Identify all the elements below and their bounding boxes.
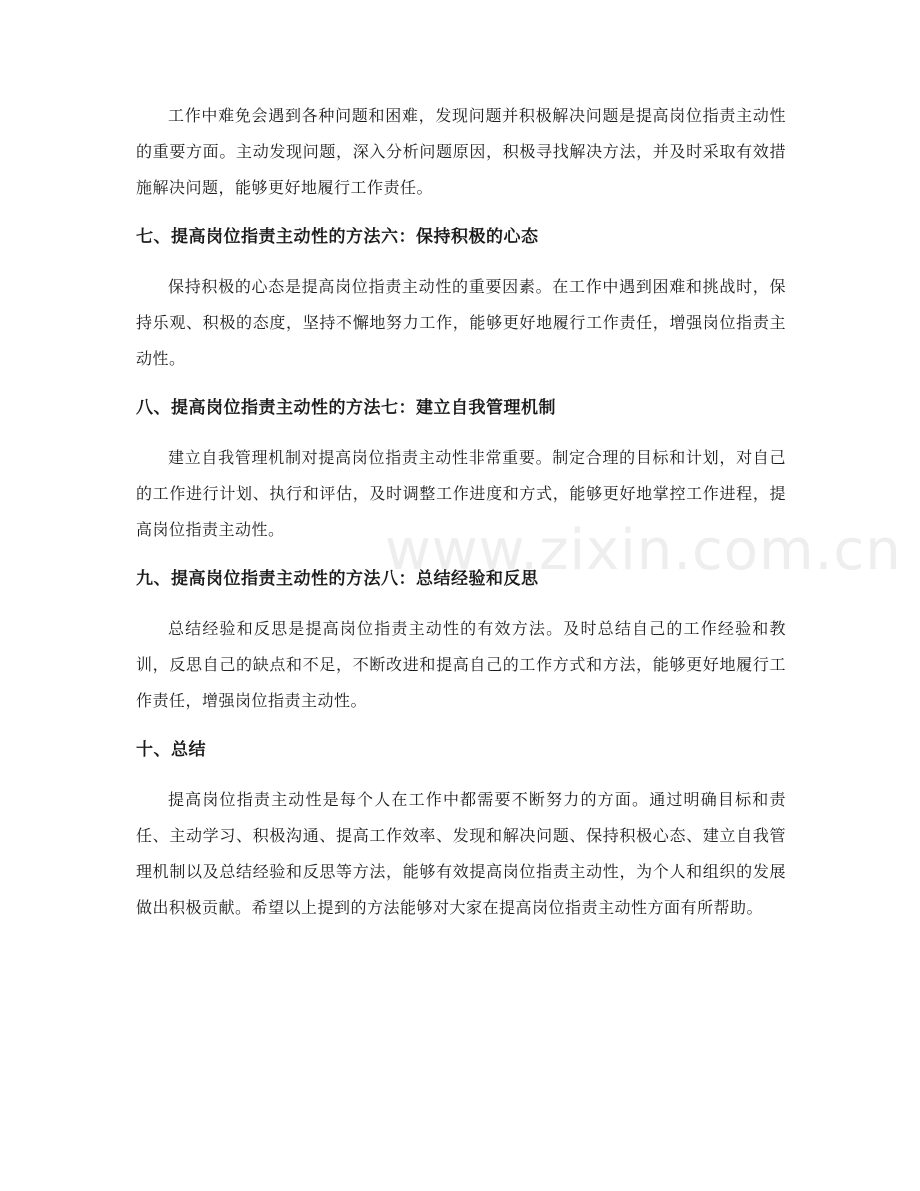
section-heading-7: 七、提高岗位指责主动性的方法六：保持积极的心态	[136, 227, 539, 247]
section-heading-10: 十、总结	[136, 740, 206, 760]
paragraph-problem-solving: 工作中难免会遇到各种问题和困难，发现问题并积极解决问题是提高岗位指责主动性的重要方面。主动发现问题，深入分析问题原因，积极寻找解决方法，并及时采取有效措施解决问题，能够更好地履行工作责任。	[136, 106, 786, 197]
section-heading-8: 八、提高岗位指责主动性的方法七：建立自我管理机制	[136, 398, 556, 418]
paragraph-positive-attitude: 保持积极的心态是提高岗位指责主动性的重要因素。在工作中遇到困难和挑战时，保持乐观、积极的态度，坚持不懈地努力工作，能够更好地履行工作责任，增强岗位指责主动性。	[136, 277, 786, 368]
paragraph-reflection: 总结经验和反思是提高岗位指责主动性的有效方法。及时总结自己的工作经验和教训，反思自己的缺点和不足，不断改进和提高自己的工作方式和方法，能够更好地履行工作责任，增强岗位指责主动性。	[136, 619, 786, 710]
section-heading-9: 九、提高岗位指责主动性的方法八：总结经验和反思	[136, 569, 539, 589]
document-body	[136, 98, 786, 926]
watermark: www.zixin.com.cn	[385, 518, 902, 583]
paragraph-self-management: 建立自我管理机制对提高岗位指责主动性非常重要。制定合理的目标和计划，对自己的工作进行计划、执行和评估，及时调整工作进度和方式，能够更好地掌控工作进程，提高岗位指责主动性。	[136, 448, 786, 539]
paragraph-summary: 提高岗位指责主动性是每个人在工作中都需要不断努力的方面。通过明确目标和责任、主动学习、积极沟通、提高工作效率、发现和解决问题、保持积极心态、建立自我管理机制以及总结经验和反思等方法，能够有效提高岗位指责主动性，为个人和组织的发展做出积极贡献。希望以上提到的方法能够对大家在提高岗位指责主动性方面有所帮助。	[136, 790, 786, 917]
